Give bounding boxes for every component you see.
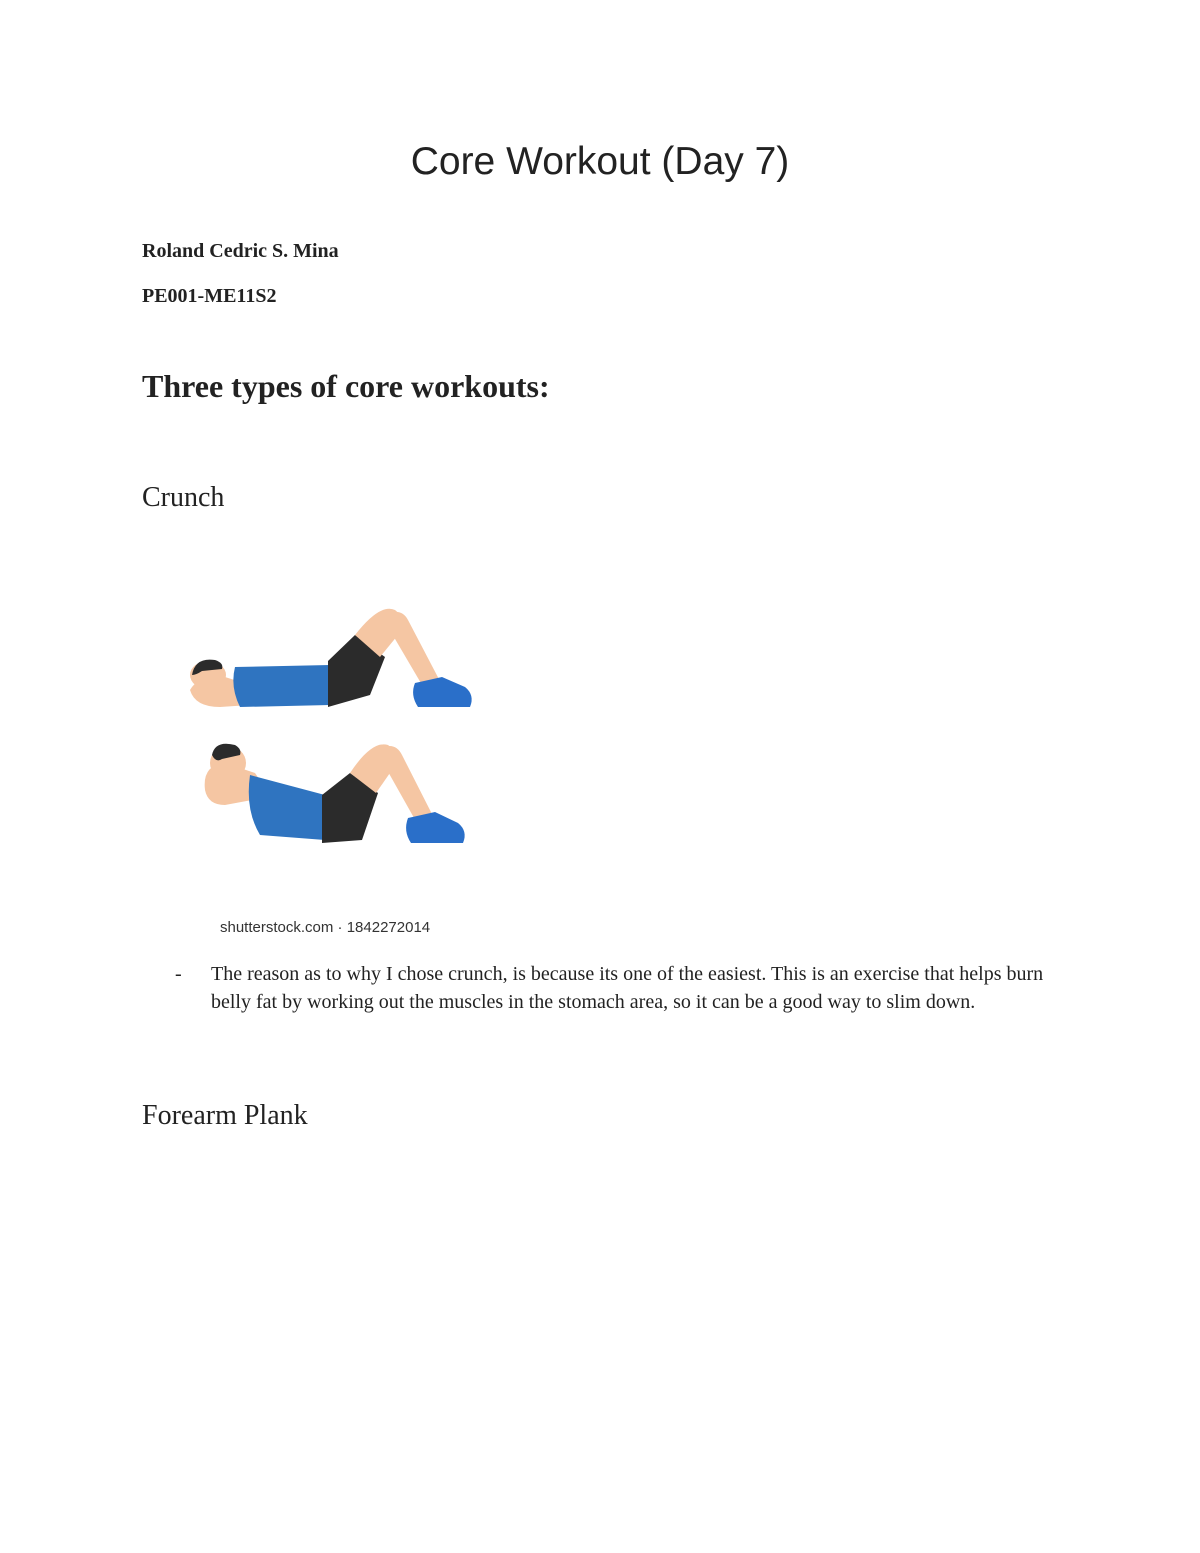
exercise-title-forearm-plank: Forearm Plank <box>142 1100 308 1131</box>
image-caption: shutterstock.com · 1842272014 <box>220 919 431 936</box>
bullet-marker: - <box>175 963 182 985</box>
crunch-description-text: The reason as to why I chose crunch, is because its one of the easiest. This is an exercise that helps burn belly fat by working out the muscles in the stomach area, so it can be a good way to slim down. <box>211 963 1044 1013</box>
crunch-illustration <box>180 595 490 865</box>
page-title: Core Workout (Day 7) <box>410 140 790 183</box>
section-heading: Three types of core workouts: <box>142 368 550 404</box>
figure-lying-flat <box>190 609 472 707</box>
author-name: Roland Cedric S. Mina <box>142 240 339 262</box>
figure-crunching <box>205 744 465 843</box>
course-code: PE001-ME11S2 <box>142 285 277 307</box>
exercise-title-crunch: Crunch <box>142 482 225 513</box>
